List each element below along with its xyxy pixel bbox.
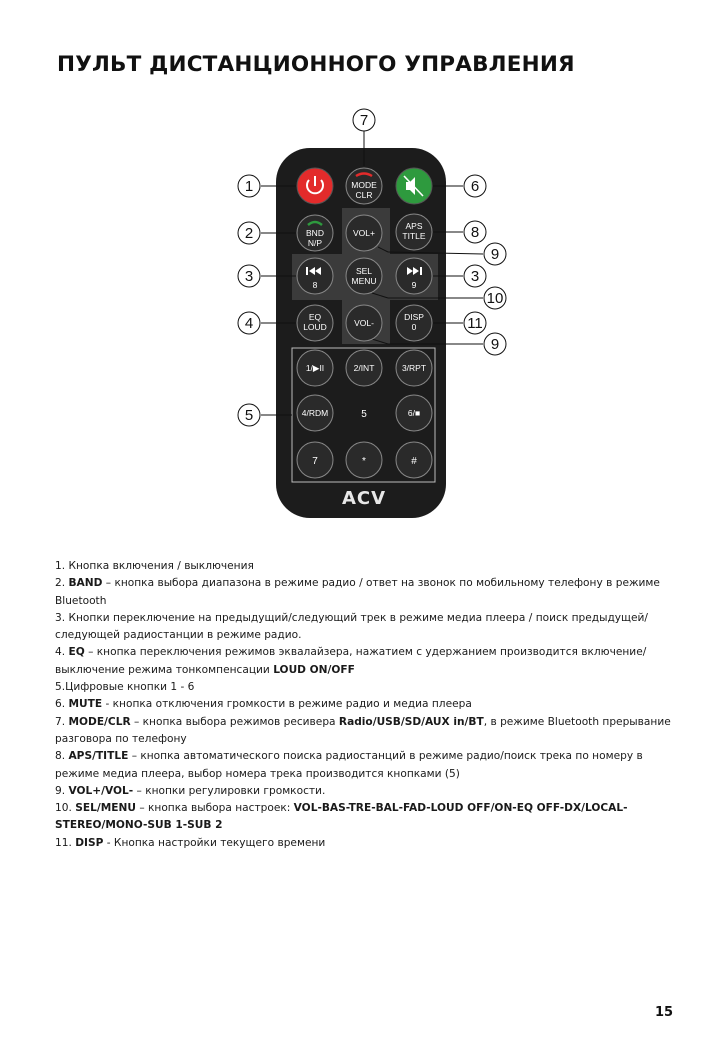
desc-item: 5.Цифровые кнопки 1 - 6 — [55, 681, 195, 694]
key-5[interactable] — [346, 395, 382, 431]
svg-text:*: * — [362, 456, 366, 467]
svg-text:EQ: EQ — [308, 312, 322, 322]
callout-6 — [464, 175, 486, 197]
key-6-stop[interactable] — [396, 395, 432, 431]
key-3-rpt[interactable] — [396, 350, 432, 386]
svg-text:SEL: SEL — [355, 266, 373, 276]
callout-3-left — [238, 265, 260, 287]
svg-text:VOL-: VOL- — [354, 318, 374, 328]
desc-item: 9. VOL+/VOL- – кнопки регулировки громкости. — [55, 784, 326, 797]
svg-text:5: 5 — [361, 409, 367, 420]
svg-text:1: 1 — [244, 178, 254, 195]
mode-clr-button[interactable] — [346, 168, 382, 204]
svg-text:3: 3 — [470, 268, 480, 285]
svg-text:APS: APS — [405, 221, 423, 231]
callout-4 — [238, 312, 260, 334]
svg-text:VOL+: VOL+ — [353, 228, 375, 238]
key-1-play-pause[interactable] — [297, 350, 333, 386]
svg-text:4: 4 — [244, 315, 254, 332]
svg-text:11: 11 — [467, 315, 483, 332]
key-7[interactable] — [297, 442, 333, 478]
callout-7 — [353, 109, 375, 131]
svg-text:9: 9 — [490, 246, 500, 263]
vol-plus-button[interactable] — [346, 215, 382, 251]
vol-minus-button[interactable] — [346, 305, 382, 341]
desc-item: 4. EQ – кнопка переключения режимов эквалайзера, нажатием с удержанием производится включение/выключение режима тонкомпенсации LOUD ON/OFF — [55, 646, 647, 676]
svg-text:MENU: MENU — [351, 276, 377, 286]
svg-text:4/RDM: 4/RDM — [301, 408, 329, 418]
desc-item: 8. APS/TITLE – кнопка автоматического поиска радиостанций в режиме радио/поиск трека по номеру в режиме медиа плеера, выбор номера трека производится кнопками (5) — [55, 750, 643, 780]
eq-loud-button[interactable] — [297, 305, 333, 341]
desc-item: 2. BAND – кнопка выбора диапазона в режиме радио / ответ на звонок по мобильному телефону в режиме Bluetooth — [55, 577, 660, 607]
key-4-rdm[interactable] — [297, 395, 333, 431]
desc-item: 3. Кнопки переключение на предыдущий/следующий трек в режиме медиа плеера / поиск предыдущей/следующей радиостанции в режиме радио. — [55, 611, 648, 642]
svg-text:CLR: CLR — [355, 190, 373, 200]
svg-text:10: 10 — [486, 290, 504, 307]
svg-text:DISP: DISP — [404, 312, 424, 322]
callout-9-top — [484, 243, 506, 265]
svg-text:3/RPT: 3/RPT — [401, 363, 427, 373]
desc-item: 6. MUTE - кнопка отключения громкости в режиме радио и медиа плеера — [55, 698, 472, 711]
svg-text:2/INT: 2/INT — [353, 363, 375, 373]
callout-10 — [484, 287, 506, 309]
svg-text:5: 5 — [244, 407, 254, 424]
desc-item: 7. MODE/CLR – кнопка выбора режимов ресивера Radio/USB/SD/AUX in/BT, в режиме Bluetooth прерывание разговора по телефону — [55, 715, 671, 745]
next-track-button[interactable] — [396, 258, 432, 294]
power-button[interactable] — [297, 168, 333, 204]
svg-text:8: 8 — [312, 280, 318, 290]
svg-text:3: 3 — [244, 268, 254, 285]
callout-5 — [238, 404, 260, 426]
disp-button[interactable] — [396, 305, 432, 341]
sel-menu-button[interactable] — [346, 258, 382, 294]
callout-3-right — [464, 265, 486, 287]
desc-item: 1. Кнопка включения / выключения — [55, 560, 254, 572]
aps-title-button[interactable] — [396, 214, 432, 250]
svg-text:TITLE: TITLE — [402, 231, 426, 241]
svg-text:0: 0 — [411, 322, 417, 332]
svg-text:BND: BND — [306, 228, 324, 238]
svg-text:9: 9 — [411, 280, 417, 290]
svg-text:6: 6 — [470, 178, 480, 195]
page-number: 15 — [655, 1005, 674, 1020]
svg-text:LOUD: LOUD — [303, 322, 327, 332]
prev-track-button[interactable] — [297, 258, 333, 294]
svg-text:1/▶II: 1/▶II — [305, 363, 325, 373]
button-descriptions — [55, 558, 675, 852]
callout-8 — [464, 221, 486, 243]
svg-text:8: 8 — [470, 224, 480, 241]
key-2-int[interactable] — [346, 350, 382, 386]
svg-text:9: 9 — [490, 336, 500, 353]
key-hash[interactable] — [396, 442, 432, 478]
key-star[interactable] — [346, 442, 382, 478]
desc-item: 11. DISP - Кнопка настройки текущего времени — [55, 836, 326, 849]
svg-text:7: 7 — [359, 112, 369, 129]
page-title: ПУЛЬТ ДИСТАНЦИОННОГО УПРАВЛЕНИЯ — [57, 52, 575, 77]
mute-button[interactable] — [396, 168, 432, 204]
svg-text:#: # — [411, 456, 417, 467]
desc-item: 10. SEL/MENU – кнопка выбора настроек: VOL-BAS-TRE-BAL-FAD-LOUD OFF/ON-EQ OFF-DX/LOCAL-STEREO/MONO-SUB 1-SUB 2 — [55, 802, 628, 832]
brand-logo: ACV — [341, 488, 387, 509]
callout-1 — [238, 175, 260, 197]
svg-text:6/■: 6/■ — [407, 408, 421, 418]
callout-9-bottom — [484, 333, 506, 355]
callout-11 — [464, 312, 486, 334]
svg-text:7: 7 — [312, 456, 318, 467]
svg-text:2: 2 — [244, 225, 254, 242]
callout-2 — [238, 222, 260, 244]
svg-text:N/P: N/P — [307, 238, 323, 248]
band-button[interactable] — [297, 215, 333, 251]
svg-text:MODE: MODE — [351, 180, 377, 190]
